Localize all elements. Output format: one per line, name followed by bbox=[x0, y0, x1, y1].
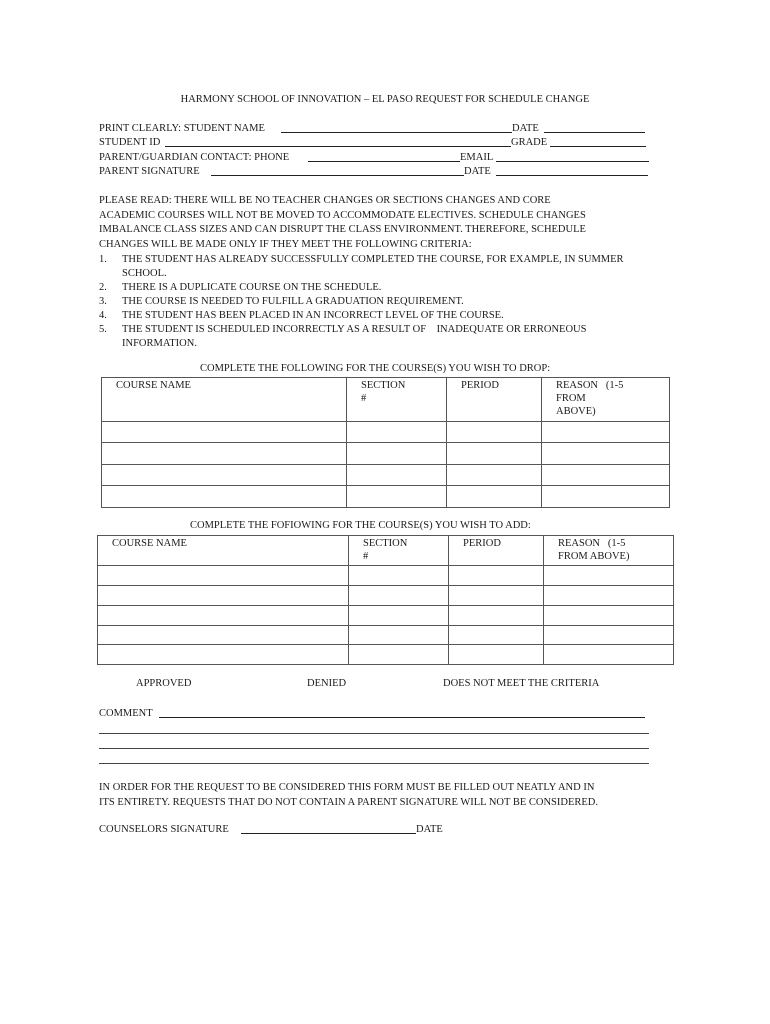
criteria-item bbox=[99, 281, 659, 295]
period-cell[interactable] bbox=[449, 626, 544, 645]
reason-cell[interactable] bbox=[542, 486, 670, 508]
course-cell[interactable] bbox=[98, 566, 349, 586]
comment-line[interactable] bbox=[99, 733, 649, 734]
section-cell[interactable] bbox=[349, 626, 449, 645]
table-row bbox=[98, 566, 674, 586]
notice-line: PLEASE READ: THERE WILL BE NO TEACHER CHANGES OR SECTIONS CHANGES AND CORE bbox=[99, 195, 551, 206]
drop-table-title: COMPLETE THE FOLLOWING FOR THE COURSE(S) YOU WISH TO DROP: bbox=[200, 363, 551, 374]
course-cell[interactable] bbox=[98, 586, 349, 606]
table-row bbox=[98, 606, 674, 626]
section-cell[interactable] bbox=[347, 465, 447, 486]
header-section bbox=[347, 378, 447, 422]
reason-cell[interactable] bbox=[544, 586, 674, 606]
table-row bbox=[102, 422, 670, 443]
section-cell[interactable] bbox=[349, 606, 449, 626]
table-row bbox=[98, 626, 674, 645]
criteria-number: 4. bbox=[99, 310, 107, 321]
criteria-item bbox=[99, 295, 659, 309]
section-cell[interactable] bbox=[347, 422, 447, 443]
reason-cell[interactable] bbox=[542, 422, 670, 443]
comment-field[interactable] bbox=[159, 706, 645, 718]
period-cell[interactable] bbox=[447, 443, 542, 465]
header-reason-from-above: FROM ABOVE) bbox=[558, 551, 630, 562]
criteria-number: 3. bbox=[99, 296, 107, 307]
header-period: PERIOD bbox=[449, 536, 544, 566]
table-row bbox=[102, 486, 670, 508]
counselor-signature-field[interactable] bbox=[241, 822, 416, 834]
header-course-name: COURSE NAME bbox=[98, 536, 349, 566]
reason-cell[interactable] bbox=[544, 606, 674, 626]
notice-paragraph bbox=[99, 194, 659, 252]
reason-cell[interactable] bbox=[542, 443, 670, 465]
period-cell[interactable] bbox=[447, 486, 542, 508]
closing-statement bbox=[99, 780, 659, 810]
criteria-text: THE STUDENT HAS ALREADY SUCCESSFULLY COMPLETED THE COURSE, FOR EXAMPLE, IN SUMMER SCHOOL. bbox=[122, 254, 624, 279]
header-course-name: COURSE NAME bbox=[102, 378, 347, 422]
date-field-2[interactable] bbox=[496, 164, 648, 176]
header-section-hash: # bbox=[361, 393, 367, 404]
header-reason-from: FROM bbox=[556, 393, 586, 404]
period-cell[interactable] bbox=[449, 645, 544, 665]
comment-line[interactable] bbox=[99, 748, 649, 749]
criteria-number: 1. bbox=[99, 254, 107, 265]
reason-cell[interactable] bbox=[542, 465, 670, 486]
student-id-field[interactable] bbox=[165, 135, 511, 147]
date-label-2: DATE bbox=[464, 166, 491, 177]
course-cell[interactable] bbox=[102, 443, 347, 465]
date-label: DATE bbox=[512, 123, 539, 134]
counselor-signature-label: COUNSELORS SIGNATURE bbox=[99, 824, 229, 835]
period-cell[interactable] bbox=[447, 422, 542, 443]
period-cell[interactable] bbox=[447, 465, 542, 486]
criteria-text: THE COURSE IS NEEDED TO FULFILL A GRADUATION REQUIREMENT. bbox=[122, 296, 464, 307]
header-period: PERIOD bbox=[447, 378, 542, 422]
add-table-title: COMPLETE THE FOFIOWING FOR THE COURSE(S) YOU WISH TO ADD: bbox=[190, 520, 531, 531]
notice-line: CHANGES WILL BE MADE ONLY IF THEY MEET THE FOLLOWING CRITERIA: bbox=[99, 238, 472, 250]
comment-label: COMMENT bbox=[99, 708, 153, 719]
period-cell[interactable] bbox=[449, 606, 544, 626]
table-row bbox=[98, 645, 674, 665]
parent-signature-label: PARENT SIGNATURE bbox=[99, 166, 200, 177]
section-cell[interactable] bbox=[347, 443, 447, 465]
period-cell[interactable] bbox=[449, 586, 544, 606]
course-cell[interactable] bbox=[98, 626, 349, 645]
course-cell[interactable] bbox=[98, 645, 349, 665]
add-table-header-row bbox=[98, 536, 674, 566]
header-reason bbox=[544, 536, 674, 566]
email-label: EMAIL bbox=[460, 152, 494, 163]
denied-option[interactable]: DENIED bbox=[307, 678, 347, 689]
criteria-item bbox=[99, 253, 659, 281]
criteria-text: THE STUDENT IS SCHEDULED INCORRECTLY AS A RESULT OF INADEQUATE OR ERRONEOUS INFORMATION. bbox=[122, 324, 590, 349]
notice-line: IMBALANCE CLASS SIZES AND CAN DISRUPT THE CLASS ENVIRONMENT. THEREFORE, SCHEDULE bbox=[99, 224, 586, 235]
counselor-date-label: DATE bbox=[416, 824, 443, 835]
not-meet-criteria-option[interactable]: DOES NOT MEET THE CRITERIA bbox=[443, 678, 600, 689]
criteria-number: 2. bbox=[99, 282, 107, 293]
table-row bbox=[98, 586, 674, 606]
closing-line: IN ORDER FOR THE REQUEST TO BE CONSIDERED THIS FORM MUST BE FILLED OUT NEATLY AND IN bbox=[99, 782, 595, 793]
period-cell[interactable] bbox=[449, 566, 544, 586]
reason-cell[interactable] bbox=[544, 566, 674, 586]
criteria-item bbox=[99, 323, 659, 351]
closing-line: ITS ENTIRETY. REQUESTS THAT DO NOT CONTAIN A PARENT SIGNATURE WILL NOT BE CONSIDERED. bbox=[99, 797, 598, 808]
section-cell[interactable] bbox=[349, 566, 449, 586]
header-reason-label: REASON (1-5 bbox=[556, 380, 624, 391]
course-cell[interactable] bbox=[102, 486, 347, 508]
criteria-list bbox=[99, 253, 659, 351]
header-reason bbox=[542, 378, 670, 422]
header-section-hash: # bbox=[363, 551, 369, 562]
header-reason-label: REASON (1-5 bbox=[558, 538, 626, 549]
student-id-label: STUDENT ID bbox=[99, 137, 161, 148]
course-cell[interactable] bbox=[98, 606, 349, 626]
drop-table-header-row bbox=[102, 378, 670, 422]
parent-phone-field[interactable] bbox=[308, 150, 460, 162]
date-field[interactable] bbox=[544, 121, 645, 133]
add-course-table bbox=[97, 535, 674, 665]
section-cell[interactable] bbox=[349, 586, 449, 606]
form-title: HARMONY SCHOOL OF INNOVATION – EL PASO REQUEST FOR SCHEDULE CHANGE bbox=[180, 94, 590, 105]
criteria-item bbox=[99, 309, 659, 323]
reason-cell[interactable] bbox=[544, 645, 674, 665]
email-field[interactable] bbox=[496, 150, 649, 162]
criteria-number: 5. bbox=[99, 324, 107, 335]
course-cell[interactable] bbox=[102, 465, 347, 486]
parent-signature-field[interactable] bbox=[211, 164, 464, 176]
comment-line[interactable] bbox=[99, 763, 649, 764]
notice-line: ACADEMIC COURSES WILL NOT BE MOVED TO ACCOMMODATE ELECTIVES. SCHEDULE CHANGES bbox=[99, 209, 586, 221]
table-row bbox=[102, 465, 670, 486]
section-cell[interactable] bbox=[349, 645, 449, 665]
header-section bbox=[349, 536, 449, 566]
table-row bbox=[102, 443, 670, 465]
grade-field[interactable] bbox=[550, 135, 646, 147]
header-section-label: SECTION bbox=[363, 538, 408, 549]
drop-course-table bbox=[101, 377, 670, 508]
approved-option[interactable]: APPROVED bbox=[136, 678, 192, 689]
parent-phone-label: PARENT/GUARDIAN CONTACT: PHONE bbox=[99, 152, 290, 163]
student-name-label: PRINT CLEARLY: STUDENT NAME bbox=[99, 123, 265, 134]
header-reason-above: ABOVE) bbox=[556, 406, 596, 417]
course-cell[interactable] bbox=[102, 422, 347, 443]
student-name-field[interactable] bbox=[281, 121, 512, 133]
reason-cell[interactable] bbox=[544, 626, 674, 645]
criteria-text: THERE IS A DUPLICATE COURSE ON THE SCHEDULE. bbox=[122, 282, 382, 293]
section-cell[interactable] bbox=[347, 486, 447, 508]
header-section-label: SECTION bbox=[361, 380, 406, 391]
criteria-text: THE STUDENT HAS BEEN PLACED IN AN INCORRECT LEVEL OF THE COURSE. bbox=[122, 310, 504, 321]
grade-label: GRADE bbox=[511, 137, 548, 148]
